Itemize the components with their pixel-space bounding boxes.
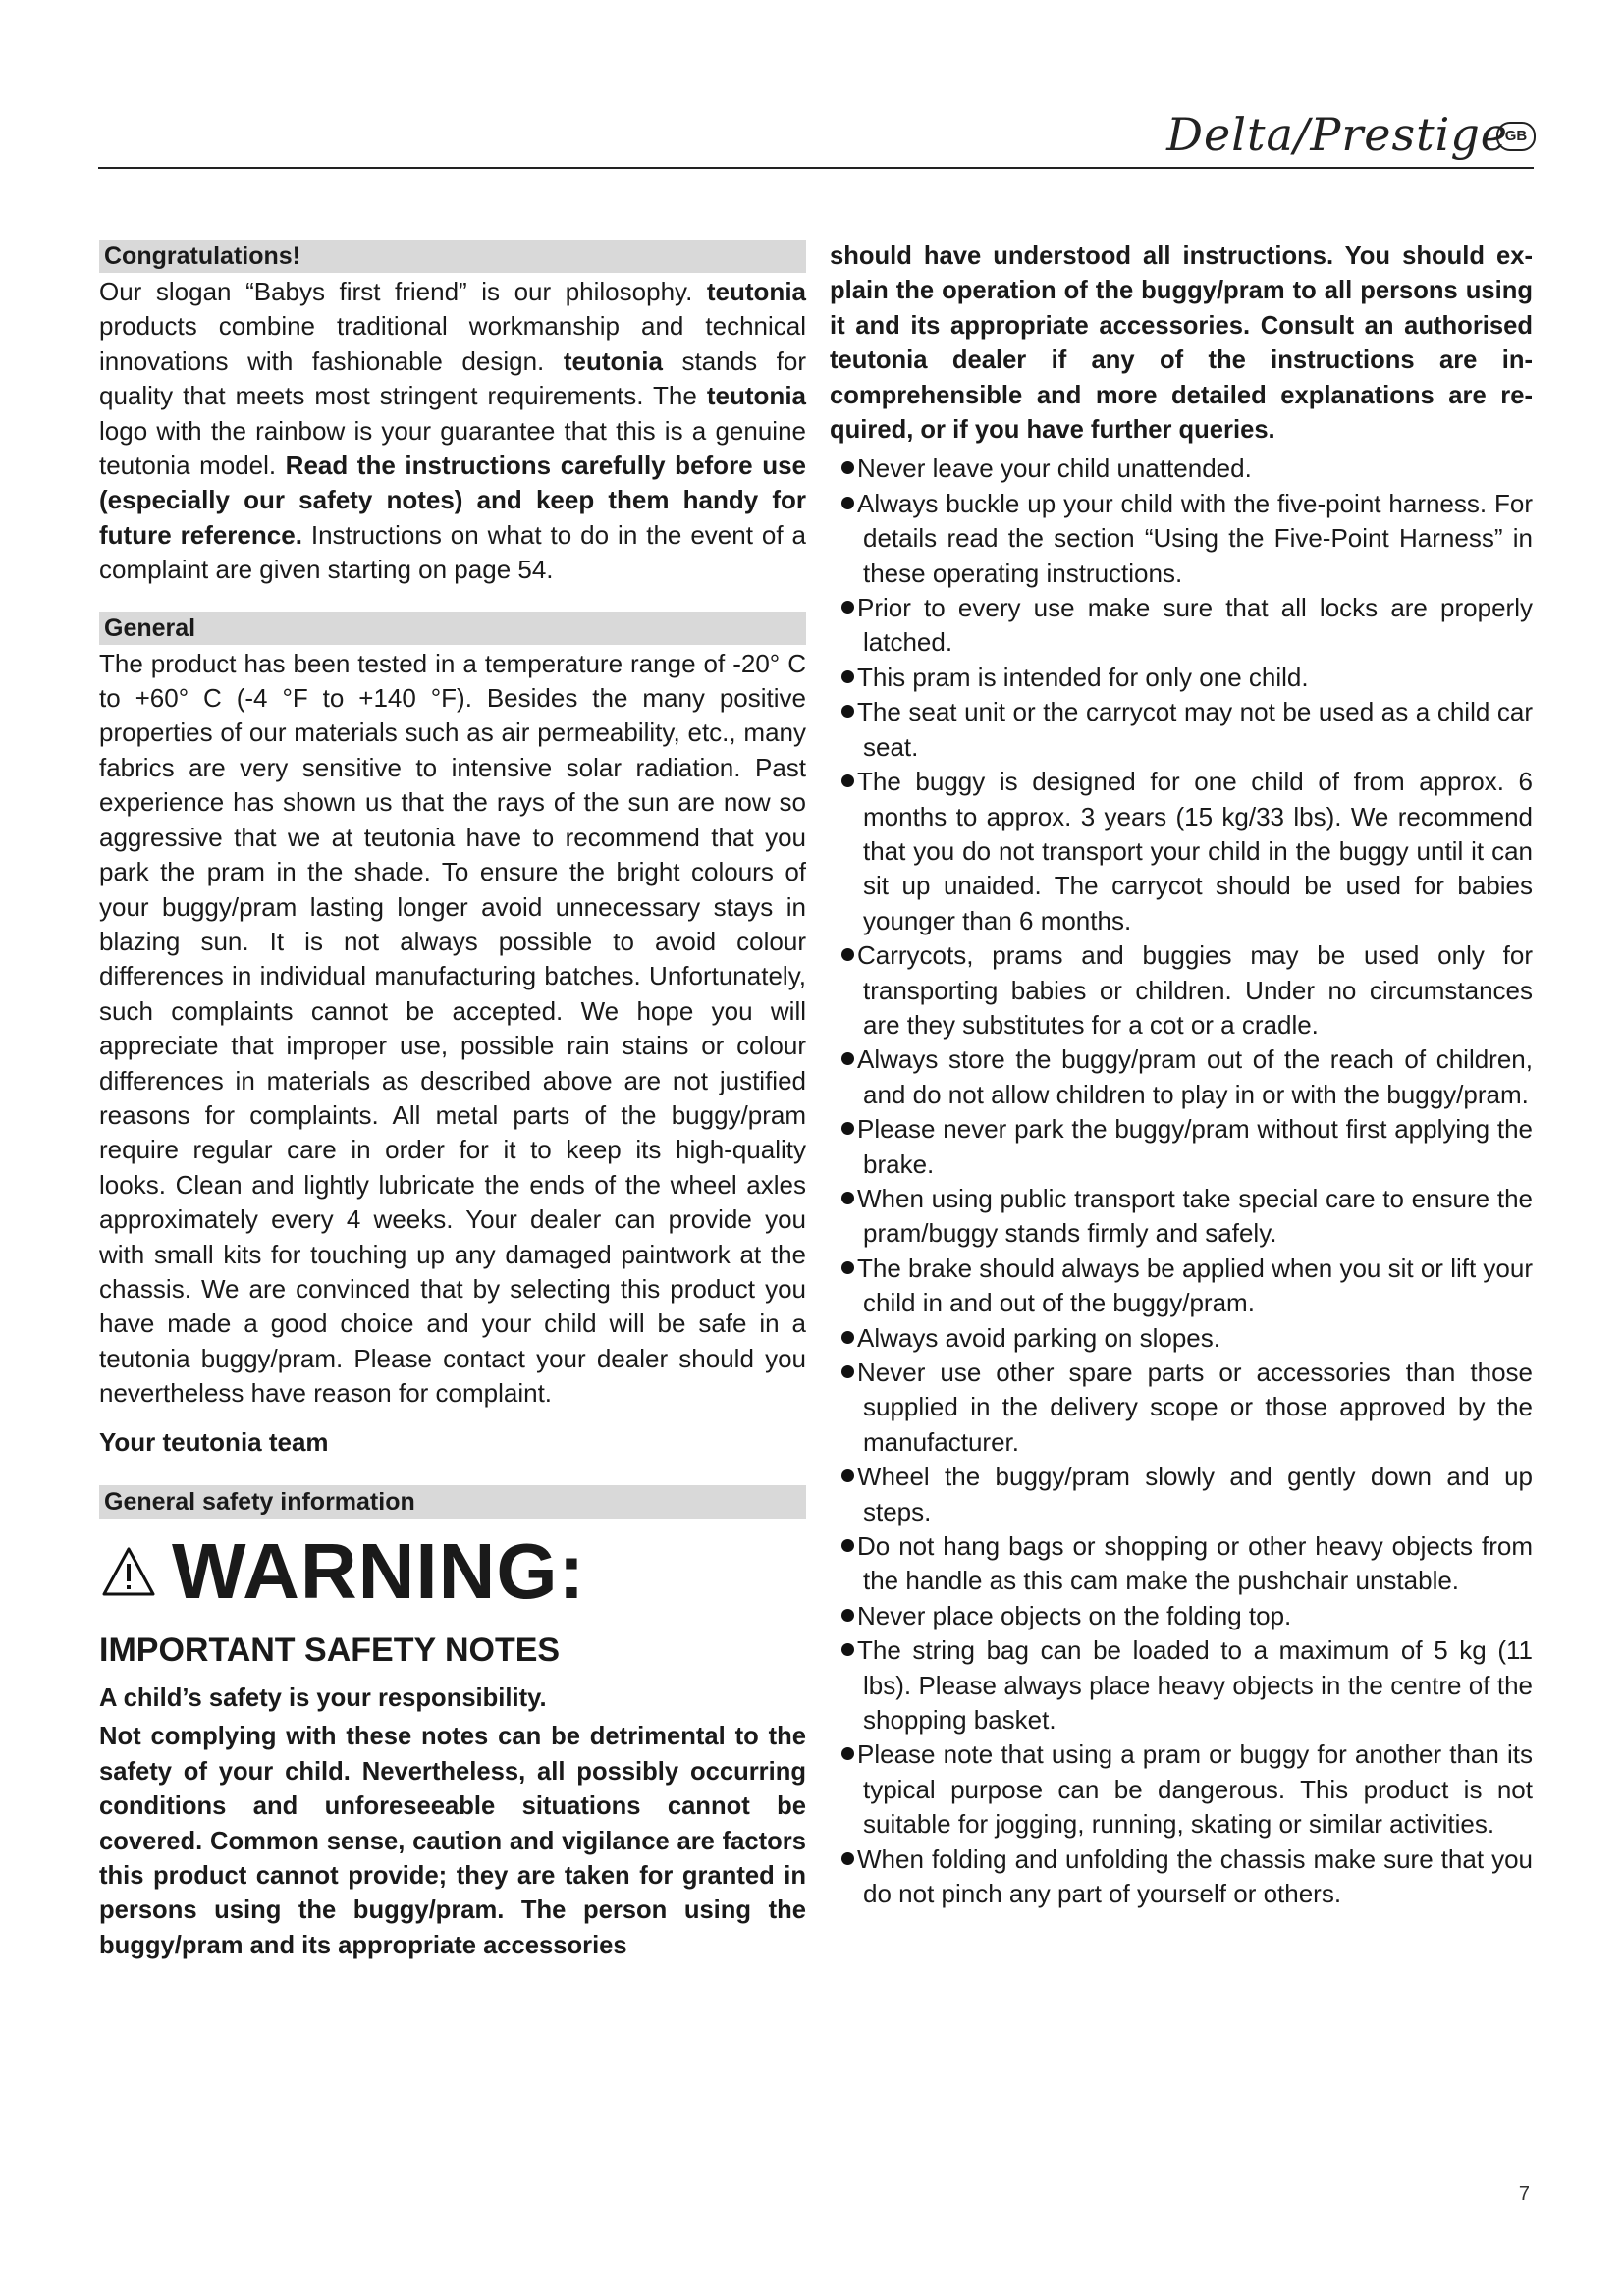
continued-paragraph: should have understood all instructions. You should explain the operation of the buggy/pram to all persons using it and its appropriate accessories. Consult an authorised teutonia dealer if any of the instructions are incomprehensible and more detailed explanations are required, or if you have further queries. <box>830 242 1533 445</box>
warning-triangle-icon <box>101 1546 156 1597</box>
general-heading: General <box>99 612 806 645</box>
list-item: The string bag can be loaded to a maximum of 5 kg (11 lbs). Please always place heavy objects in the centre of the shopping basket. <box>830 1633 1533 1737</box>
bullet-icon <box>841 601 854 614</box>
list-item: Please never park the buggy/pram without first applying the brake. <box>830 1112 1533 1182</box>
list-item: When using public transport take special care to ensure the pram/buggy stands firmly and safely. <box>830 1182 1533 1252</box>
right-column <box>830 240 1533 1912</box>
list-item: The seat unit or the carrycot may not be used as a child car seat. <box>830 695 1533 765</box>
bullet-icon <box>841 1609 854 1622</box>
important-safety-title: IMPORTANT SAFETY NOTES <box>99 1631 561 1669</box>
bullet-icon <box>841 461 854 474</box>
bullet-icon <box>841 705 854 718</box>
bullet-icon <box>841 1852 854 1865</box>
warning-banner <box>99 1524 806 1619</box>
general-paragraph: The product has been tested in a temperature range of -20° C to +60° C (-4 °F to +140 °F). Besides the many positive properties of our materials such as air permeability, etc., many fabrics are very sensitive to intensive solar radiation. Past experience has shown us that the rays of the sun are now so aggressive that we at teutonia have to recommend that you park the pram in the shade. To ensure the bright colours of your buggy/pram lasting longer avoid unnecessary stays in blazing sun. It is not always possible to avoid colour differences in individual manufacturing batches. Unfortunately, such complaints cannot be accepted. We hope you will appreciate that improper use, possible rain stains or colour differences in materials as described above are not justified reasons for complaints. All metal parts of the buggy/pram require regular care in order for it to keep its high-quality looks. Clean and lightly lubricate the ends of the wheel axles approximately every 4 weeks. Your dealer can provide you with small kits for touching up any damaged paintwork at the chassis. We are convinced that by selecting this product you have made a good choice and your child will be safe in a teutonia buggy/pram. Please contact your dealer should you nevertheless have reason for complaint. <box>99 648 806 1409</box>
bullet-icon <box>841 774 854 787</box>
safety-notes-paragraph: Not complying with these notes can be detrimental to the safety of your child. Nevertheless, all possibly occurring conditions and unforeseeable situations cannot be covered. Common sense, caution and vigilance are factors this product cannot provide; they are taken for granted in persons using the buggy/pram. The person using the buggy/pram and its appropriate accessories <box>99 1723 806 1959</box>
safety-list <box>830 452 1533 1911</box>
list-item: When folding and unfolding the chassis make sure that you do not pinch any part of yourself or others. <box>830 1842 1533 1912</box>
bullet-icon <box>841 1261 854 1274</box>
congratulations-heading: Congratulations! <box>99 240 806 273</box>
list-item: Always store the buggy/pram out of the reach of children, and do not allow children to play in or with the buggy/pram. <box>830 1042 1533 1112</box>
bullet-icon <box>841 497 854 509</box>
header-rule <box>98 167 1534 169</box>
list-item: Please note that using a pram or buggy for another than its typical purpose can be dangerous. This product is not suitable for jogging, running, skating or similar activities. <box>830 1737 1533 1842</box>
list-item: Never use other spare parts or accessories than those supplied in the delivery scope or those approved by the manufacturer. <box>830 1356 1533 1460</box>
list-item: Wheel the buggy/pram slowly and gently down and up steps. <box>830 1460 1533 1529</box>
list-item: The buggy is designed for one child of from approx. 6 months to approx. 3 years (15 kg/33 lbs). We recommend that you do not transport your child in the buggy until it can sit up unaided. The carrycot should be used for babies younger than 6 months. <box>830 765 1533 938</box>
language-badge: GB <box>1496 122 1536 151</box>
list-item: This pram is intended for only one child. <box>830 661 1533 695</box>
list-item: Never place objects on the folding top. <box>830 1599 1533 1633</box>
congratulations-paragraph: Our slogan “Babys first friend” is our philosophy. teutonia products combine traditional workmanship and technical innovations with fashionable design. teutonia stands for quality that meets most stringent requirements. The teutonia logo with the rainbow is your guarantee that this is a genuine teutonia model. Read the instructions carefully before use (especially our safety notes) and keep them handy for future reference. Instructions on what to do in the event of a complaint are given starting on page 54. <box>99 277 806 585</box>
bullet-icon <box>841 670 854 683</box>
bullet-icon <box>841 1122 854 1135</box>
page-number: 7 <box>1518 2183 1530 2205</box>
warning-title: WARNING: <box>172 1527 586 1615</box>
list-item: Always avoid parking on slopes. <box>830 1321 1533 1356</box>
bullet-icon <box>841 1539 854 1552</box>
header-title: Delta/Prestige <box>1166 108 1508 161</box>
bullet-icon <box>841 1747 854 1760</box>
list-item: Never leave your child unattended. <box>830 452 1533 486</box>
bullet-icon <box>841 1643 854 1656</box>
list-item: Do not hang bags or shopping or other heavy objects from the handle as this cam make the pushchair unstable. <box>830 1529 1533 1599</box>
bullet-icon <box>841 1469 854 1482</box>
list-item: Prior to every use make sure that all locks are properly latched. <box>830 591 1533 661</box>
list-item: Carrycots, prams and buggies may be used only for transporting babies or children. Under no circumstances are they substitutes for a cot or a cradle. <box>830 938 1533 1042</box>
left-column <box>99 240 806 1963</box>
bullet-icon <box>841 1192 854 1204</box>
responsibility-line: A child’s safety is your responsibility. <box>99 1684 547 1712</box>
list-item: Always buckle up your child with the five-point harness. For details read the section “Using the Five-Point Harness” in these operating instructions. <box>830 487 1533 591</box>
bullet-icon <box>841 1365 854 1378</box>
list-item: The brake should always be applied when you sit or lift your child in and out of the buggy/pram. <box>830 1252 1533 1321</box>
bullet-icon <box>841 1052 854 1065</box>
signature: Your teutonia team <box>99 1426 329 1457</box>
safety-heading: General safety information <box>99 1485 806 1519</box>
bullet-icon <box>841 948 854 961</box>
bullet-icon <box>841 1331 854 1344</box>
